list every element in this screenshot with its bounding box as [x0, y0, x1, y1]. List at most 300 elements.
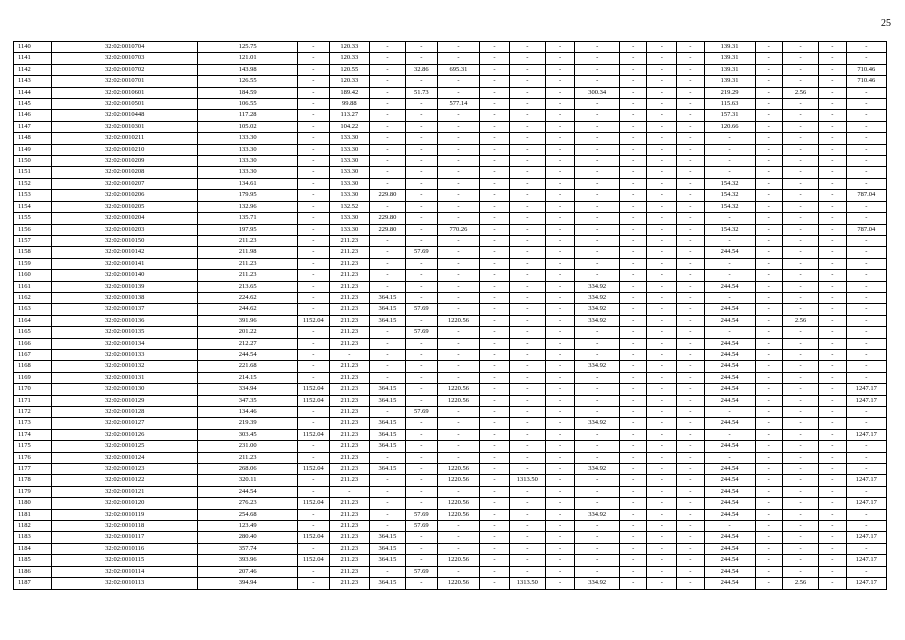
value-cell: -: [545, 110, 575, 121]
value-cell: -: [783, 53, 819, 64]
value-cell: -: [575, 327, 619, 338]
value-cell: -: [755, 315, 783, 326]
value-cell: -: [509, 110, 545, 121]
value-cell: -: [647, 578, 677, 589]
value-cell: -: [405, 315, 437, 326]
value-cell: -: [437, 190, 479, 201]
value-cell: 133.30: [329, 156, 369, 167]
row-number-cell: 1173: [14, 418, 52, 429]
value-cell: -: [405, 338, 437, 349]
value-cell: -: [575, 190, 619, 201]
value-cell: -: [647, 349, 677, 360]
value-cell: 211.23: [329, 555, 369, 566]
value-cell: 244.62: [198, 304, 298, 315]
table-row: [14, 395, 887, 406]
table-row: [14, 566, 887, 577]
value-cell: -: [369, 42, 405, 53]
value-cell: -: [509, 407, 545, 418]
value-cell: -: [619, 555, 647, 566]
value-cell: -: [783, 441, 819, 452]
value-cell: -: [545, 338, 575, 349]
value-cell: -: [619, 441, 647, 452]
value-cell: 133.30: [198, 156, 298, 167]
value-cell: -: [846, 99, 886, 110]
value-cell: -: [545, 327, 575, 338]
value-cell: -: [575, 555, 619, 566]
value-cell: 51.73: [405, 87, 437, 98]
table-row: [14, 144, 887, 155]
value-cell: 1247.17: [846, 475, 886, 486]
value-cell: -: [480, 235, 510, 246]
value-cell: -: [297, 281, 329, 292]
value-cell: -: [677, 53, 705, 64]
value-cell: -: [405, 464, 437, 475]
row-number-cell: 1151: [14, 167, 52, 178]
value-cell: -: [297, 441, 329, 452]
value-cell: -: [647, 270, 677, 281]
value-cell: -: [329, 349, 369, 360]
cadastral-number-cell: 32:02:0010120: [52, 498, 198, 509]
value-cell: -: [677, 87, 705, 98]
row-number-cell: 1154: [14, 201, 52, 212]
value-cell: -: [575, 213, 619, 224]
value-cell: -: [297, 64, 329, 75]
value-cell: -: [437, 235, 479, 246]
value-cell: -: [846, 87, 886, 98]
value-cell: -: [619, 76, 647, 87]
value-cell: -: [437, 566, 479, 577]
table-row: [14, 53, 887, 64]
value-cell: -: [509, 566, 545, 577]
value-cell: -: [297, 304, 329, 315]
value-cell: 244.54: [704, 395, 755, 406]
value-cell: -: [677, 201, 705, 212]
value-cell: -: [480, 133, 510, 144]
value-cell: -: [509, 509, 545, 520]
value-cell: -: [369, 110, 405, 121]
value-cell: -: [619, 429, 647, 440]
value-cell: -: [677, 509, 705, 520]
value-cell: -: [819, 144, 847, 155]
value-cell: -: [677, 452, 705, 463]
value-cell: -: [677, 418, 705, 429]
value-cell: 132.52: [329, 201, 369, 212]
value-cell: -: [405, 384, 437, 395]
value-cell: -: [783, 292, 819, 303]
value-cell: 133.30: [329, 178, 369, 189]
value-cell: -: [509, 167, 545, 178]
value-cell: -: [677, 327, 705, 338]
value-cell: -: [297, 338, 329, 349]
table-row: [14, 258, 887, 269]
value-cell: -: [783, 464, 819, 475]
cadastral-number-cell: 32:02:0010150: [52, 235, 198, 246]
value-cell: -: [437, 87, 479, 98]
cadastral-number-cell: 32:02:0010130: [52, 384, 198, 395]
value-cell: -: [545, 64, 575, 75]
value-cell: -: [783, 178, 819, 189]
value-cell: -: [755, 532, 783, 543]
value-cell: -: [677, 292, 705, 303]
value-cell: 1220.56: [437, 509, 479, 520]
value-cell: -: [755, 475, 783, 486]
cadastral-number-cell: 32:02:0010127: [52, 418, 198, 429]
value-cell: -: [297, 110, 329, 121]
value-cell: -: [405, 213, 437, 224]
value-cell: -: [846, 338, 886, 349]
value-cell: -: [437, 486, 479, 497]
value-cell: 125.75: [198, 42, 298, 53]
value-cell: -: [647, 532, 677, 543]
value-cell: -: [509, 292, 545, 303]
value-cell: 2.56: [783, 87, 819, 98]
value-cell: -: [819, 42, 847, 53]
value-cell: 179.95: [198, 190, 298, 201]
value-cell: -: [480, 201, 510, 212]
value-cell: -: [575, 258, 619, 269]
value-cell: 211.23: [329, 247, 369, 258]
row-number-cell: 1176: [14, 452, 52, 463]
value-cell: -: [509, 235, 545, 246]
value-cell: -: [677, 566, 705, 577]
value-cell: -: [545, 247, 575, 258]
value-cell: -: [704, 407, 755, 418]
value-cell: -: [755, 247, 783, 258]
value-cell: 1247.17: [846, 532, 886, 543]
value-cell: -: [819, 178, 847, 189]
value-cell: -: [575, 407, 619, 418]
value-cell: -: [405, 258, 437, 269]
value-cell: -: [819, 555, 847, 566]
value-cell: -: [509, 543, 545, 554]
row-number-cell: 1148: [14, 133, 52, 144]
value-cell: -: [509, 87, 545, 98]
value-cell: -: [783, 201, 819, 212]
value-cell: -: [405, 498, 437, 509]
value-cell: 184.59: [198, 87, 298, 98]
cadastral-number-cell: 32:02:0010208: [52, 167, 198, 178]
value-cell: -: [619, 407, 647, 418]
value-cell: -: [545, 372, 575, 383]
value-cell: -: [783, 407, 819, 418]
value-cell: 1247.17: [846, 384, 886, 395]
value-cell: -: [405, 270, 437, 281]
value-cell: -: [480, 372, 510, 383]
row-number-cell: 1145: [14, 99, 52, 110]
value-cell: -: [619, 42, 647, 53]
row-number-cell: 1143: [14, 76, 52, 87]
value-cell: -: [619, 201, 647, 212]
value-cell: 139.31: [704, 42, 755, 53]
value-cell: -: [755, 441, 783, 452]
value-cell: -: [369, 452, 405, 463]
table-row: [14, 133, 887, 144]
table-row: [14, 110, 887, 121]
value-cell: -: [297, 156, 329, 167]
row-number-cell: 1146: [14, 110, 52, 121]
value-cell: -: [647, 555, 677, 566]
value-cell: -: [369, 327, 405, 338]
value-cell: -: [819, 315, 847, 326]
value-cell: -: [677, 372, 705, 383]
value-cell: -: [509, 521, 545, 532]
row-number-cell: 1175: [14, 441, 52, 452]
value-cell: -: [437, 292, 479, 303]
value-cell: -: [783, 270, 819, 281]
value-cell: 364.15: [369, 441, 405, 452]
value-cell: -: [783, 475, 819, 486]
value-cell: -: [297, 486, 329, 497]
value-cell: -: [755, 304, 783, 315]
row-number-cell: 1183: [14, 532, 52, 543]
value-cell: -: [846, 53, 886, 64]
table-row: [14, 281, 887, 292]
value-cell: 154.32: [704, 190, 755, 201]
value-cell: -: [819, 213, 847, 224]
value-cell: -: [783, 76, 819, 87]
value-cell: 1220.56: [437, 384, 479, 395]
value-cell: -: [677, 441, 705, 452]
value-cell: -: [297, 270, 329, 281]
table-row: [14, 304, 887, 315]
value-cell: -: [846, 247, 886, 258]
value-cell: 211.23: [329, 407, 369, 418]
value-cell: -: [819, 53, 847, 64]
value-cell: 1152.04: [297, 555, 329, 566]
table-row: [14, 521, 887, 532]
value-cell: -: [619, 315, 647, 326]
value-cell: 133.30: [329, 224, 369, 235]
value-cell: -: [647, 156, 677, 167]
value-cell: 133.30: [329, 144, 369, 155]
value-cell: 364.15: [369, 384, 405, 395]
cadastral-number-cell: 32:02:0010115: [52, 555, 198, 566]
value-cell: -: [509, 418, 545, 429]
cadastral-number-cell: 32:02:0010142: [52, 247, 198, 258]
row-number-cell: 1171: [14, 395, 52, 406]
value-cell: -: [783, 64, 819, 75]
value-cell: -: [619, 99, 647, 110]
table-row: [14, 99, 887, 110]
value-cell: 1220.56: [437, 475, 479, 486]
value-cell: 1152.04: [297, 498, 329, 509]
value-cell: -: [369, 509, 405, 520]
value-cell: -: [619, 372, 647, 383]
value-cell: -: [846, 521, 886, 532]
value-cell: 219.29: [704, 87, 755, 98]
table-row: [14, 452, 887, 463]
value-cell: -: [405, 42, 437, 53]
value-cell: -: [405, 555, 437, 566]
value-cell: -: [575, 498, 619, 509]
value-cell: -: [405, 429, 437, 440]
table-row: [14, 270, 887, 281]
value-cell: -: [619, 167, 647, 178]
value-cell: -: [846, 327, 886, 338]
value-cell: 211.23: [329, 429, 369, 440]
value-cell: 139.31: [704, 64, 755, 75]
value-cell: -: [783, 42, 819, 53]
value-cell: -: [369, 247, 405, 258]
value-cell: -: [783, 304, 819, 315]
value-cell: -: [509, 64, 545, 75]
value-cell: -: [783, 498, 819, 509]
value-cell: -: [575, 178, 619, 189]
value-cell: -: [405, 110, 437, 121]
value-cell: -: [545, 429, 575, 440]
value-cell: -: [619, 224, 647, 235]
value-cell: -: [755, 53, 783, 64]
value-cell: -: [619, 509, 647, 520]
table-row: [14, 384, 887, 395]
value-cell: 320.11: [198, 475, 298, 486]
value-cell: 244.54: [704, 486, 755, 497]
value-cell: 1152.04: [297, 464, 329, 475]
value-cell: -: [647, 53, 677, 64]
value-cell: -: [575, 99, 619, 110]
value-cell: -: [783, 361, 819, 372]
value-cell: 364.15: [369, 429, 405, 440]
value-cell: -: [819, 372, 847, 383]
value-cell: 244.54: [704, 349, 755, 360]
value-cell: 787.04: [846, 190, 886, 201]
value-cell: -: [783, 213, 819, 224]
value-cell: -: [755, 213, 783, 224]
row-number-cell: 1184: [14, 543, 52, 554]
value-cell: -: [575, 543, 619, 554]
value-cell: -: [405, 395, 437, 406]
value-cell: 154.32: [704, 224, 755, 235]
value-cell: 1152.04: [297, 395, 329, 406]
value-cell: -: [405, 133, 437, 144]
table-row: [14, 201, 887, 212]
table-row: [14, 247, 887, 258]
value-cell: 135.71: [198, 213, 298, 224]
cadastral-number-cell: 32:02:0010141: [52, 258, 198, 269]
value-cell: -: [677, 407, 705, 418]
value-cell: -: [297, 566, 329, 577]
value-cell: -: [575, 76, 619, 87]
value-cell: -: [755, 121, 783, 132]
value-cell: -: [846, 543, 886, 554]
value-cell: -: [755, 327, 783, 338]
value-cell: -: [619, 178, 647, 189]
value-cell: 364.15: [369, 315, 405, 326]
value-cell: -: [783, 144, 819, 155]
value-cell: 1152.04: [297, 429, 329, 440]
table-row: [14, 555, 887, 566]
value-cell: -: [755, 555, 783, 566]
value-cell: -: [297, 190, 329, 201]
cadastral-number-cell: 32:02:0010114: [52, 566, 198, 577]
value-cell: -: [783, 235, 819, 246]
value-cell: -: [405, 372, 437, 383]
value-cell: -: [405, 292, 437, 303]
value-cell: -: [846, 304, 886, 315]
value-cell: -: [480, 384, 510, 395]
value-cell: -: [755, 464, 783, 475]
cadastral-number-cell: 32:02:0010203: [52, 224, 198, 235]
value-cell: -: [755, 235, 783, 246]
value-cell: 364.15: [369, 555, 405, 566]
value-cell: -: [480, 178, 510, 189]
value-cell: -: [509, 338, 545, 349]
value-cell: 334.92: [575, 292, 619, 303]
value-cell: 2.56: [783, 315, 819, 326]
value-cell: -: [819, 281, 847, 292]
value-cell: -: [437, 532, 479, 543]
value-cell: 211.23: [198, 270, 298, 281]
value-cell: -: [846, 133, 886, 144]
value-cell: -: [619, 418, 647, 429]
value-cell: -: [846, 407, 886, 418]
value-cell: 244.54: [198, 486, 298, 497]
value-cell: 57.69: [405, 521, 437, 532]
value-cell: -: [619, 258, 647, 269]
value-cell: -: [846, 418, 886, 429]
cadastral-number-cell: 32:02:0010134: [52, 338, 198, 349]
value-cell: -: [846, 315, 886, 326]
value-cell: -: [704, 213, 755, 224]
value-cell: -: [846, 441, 886, 452]
value-cell: 32.86: [405, 64, 437, 75]
row-number-cell: 1156: [14, 224, 52, 235]
value-cell: -: [480, 110, 510, 121]
value-cell: 120.33: [329, 42, 369, 53]
value-cell: -: [647, 224, 677, 235]
value-cell: -: [369, 121, 405, 132]
value-cell: -: [819, 475, 847, 486]
row-number-cell: 1180: [14, 498, 52, 509]
value-cell: -: [647, 441, 677, 452]
value-cell: -: [619, 213, 647, 224]
cadastral-number-cell: 32:02:0010119: [52, 509, 198, 520]
cadastral-number-cell: 32:02:0010133: [52, 349, 198, 360]
value-cell: -: [783, 509, 819, 520]
value-cell: -: [819, 167, 847, 178]
value-cell: -: [545, 543, 575, 554]
value-cell: 244.54: [704, 372, 755, 383]
value-cell: -: [437, 361, 479, 372]
value-cell: -: [783, 395, 819, 406]
value-cell: 211.23: [329, 509, 369, 520]
value-cell: 244.54: [704, 441, 755, 452]
value-cell: -: [783, 224, 819, 235]
value-cell: -: [480, 327, 510, 338]
value-cell: -: [783, 247, 819, 258]
value-cell: -: [545, 566, 575, 577]
value-cell: 244.54: [704, 475, 755, 486]
value-cell: -: [819, 486, 847, 497]
value-cell: -: [819, 133, 847, 144]
value-cell: -: [846, 121, 886, 132]
value-cell: -: [755, 99, 783, 110]
value-cell: -: [297, 509, 329, 520]
value-cell: -: [575, 53, 619, 64]
value-cell: 334.92: [575, 315, 619, 326]
value-cell: -: [405, 235, 437, 246]
value-cell: -: [647, 372, 677, 383]
value-cell: 211.23: [329, 395, 369, 406]
value-cell: -: [480, 498, 510, 509]
value-cell: -: [369, 486, 405, 497]
value-cell: -: [437, 270, 479, 281]
value-cell: -: [619, 304, 647, 315]
cadastral-number-cell: 32:02:0010123: [52, 464, 198, 475]
value-cell: -: [575, 372, 619, 383]
value-cell: -: [405, 532, 437, 543]
value-cell: -: [405, 99, 437, 110]
